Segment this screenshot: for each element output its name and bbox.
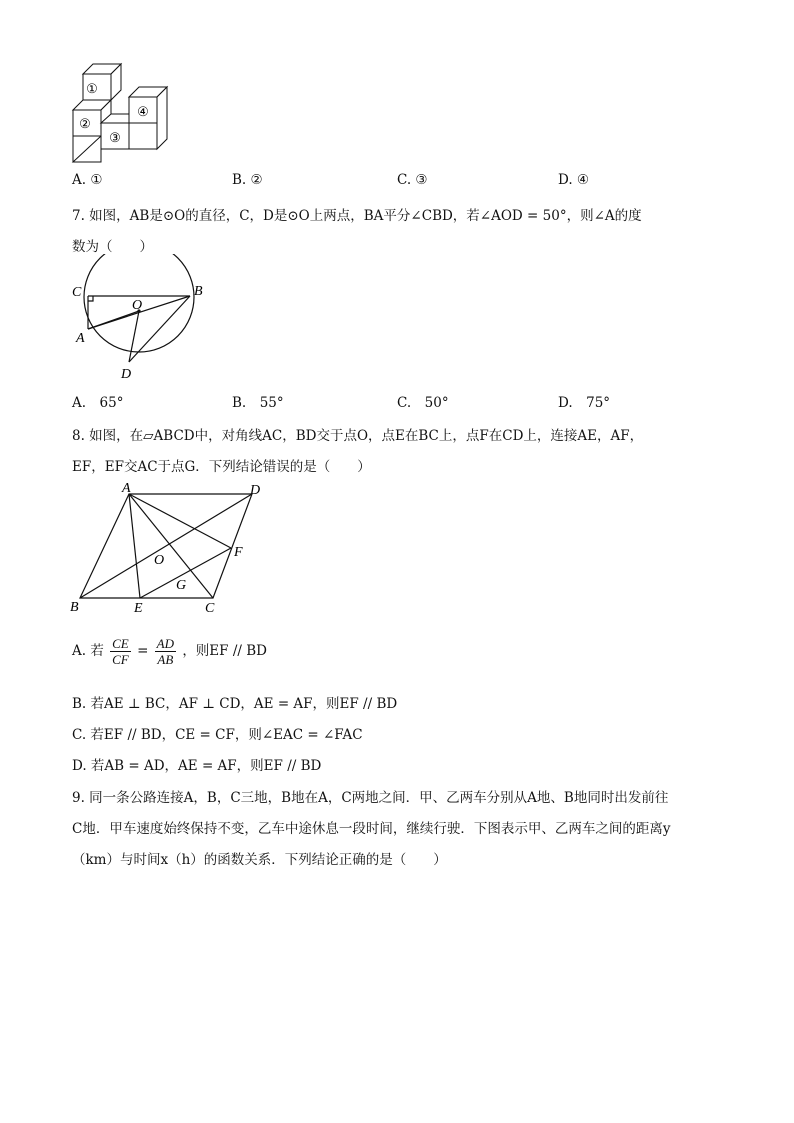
q9-stem-line2: C地．甲车速度始终保持不变，乙车中途休息一段时间，继续行驶．下图表示甲、乙两车之间的距离y [72, 821, 671, 837]
equals-sign: = [137, 643, 149, 659]
label-g: G [176, 578, 187, 593]
label-a: A [122, 481, 131, 496]
label-c: C [205, 601, 215, 616]
q8-option-a-prefix: A. 若 [72, 643, 104, 659]
fraction-numerator: AD [156, 636, 175, 651]
fraction-ce-cf [110, 636, 131, 667]
label-e: E [134, 601, 143, 616]
q6-option-d: D. ④ [558, 172, 590, 188]
label-a: A [76, 331, 85, 346]
q7-option-b: B. 55° [232, 395, 284, 411]
q8-stem-line2: EF，EF交AC于点G．下列结论错误的是（ ） [72, 459, 371, 475]
q9-stem-line1: 9. 同一条公路连接A，B，C三地，B地在A，C两地之间．甲、乙两车分别从A地、B地同时出发前往 [72, 790, 669, 806]
q7-stem-line2: 数为（ ） [72, 239, 153, 255]
fraction-denominator: CF [112, 652, 129, 667]
q8-option-d: D. 若AB = AD，AE = AF，则EF // BD [72, 758, 322, 774]
cube-label-3: ③ [109, 130, 121, 145]
q8-option-a-suffix: ，则EF // BD [182, 643, 267, 659]
q7-stem-line1: 7. 如图，AB是⊙O的直径，C，D是⊙O上两点，BA平分∠CBD，若∠AOD = 50°，则∠A的度 [72, 208, 642, 224]
q6-option-a: A. ① [72, 172, 103, 188]
q8-option-b: B. 若AE ⊥ BC，AF ⊥ CD，AE = AF，则EF // BD [72, 696, 398, 712]
fraction-denominator: AB [157, 652, 174, 667]
label-c: C [72, 285, 82, 300]
label-d: D [121, 367, 132, 382]
label-d: D [250, 483, 261, 498]
label-o: O [132, 298, 143, 313]
label-o: O [154, 553, 165, 568]
q9-stem-line3: （km）与时间x（h）的函数关系．下列结论正确的是（ ） [72, 852, 447, 868]
label-b: B [194, 284, 203, 299]
q7-option-d: D. 75° [558, 395, 611, 411]
cube-figure [66, 58, 176, 168]
fraction-ad-ab [155, 636, 176, 667]
fraction-numerator: CE [112, 636, 129, 651]
circle-figure [66, 254, 236, 384]
q6-option-c: C. ③ [397, 172, 428, 188]
cube-label-4: ④ [137, 104, 149, 119]
cube-label-1: ① [86, 81, 98, 96]
q8-option-c: C. 若EF // BD，CE = CF，则∠EAC = ∠FAC [72, 727, 363, 743]
parallelogram-figure [66, 478, 276, 618]
q7-option-a: A. 65° [72, 395, 124, 411]
label-f: F [234, 545, 243, 560]
q8-option-a [72, 636, 267, 667]
q7-option-c: C. 50° [397, 395, 449, 411]
label-b: B [70, 600, 79, 615]
cube-label-2: ② [79, 116, 91, 131]
q6-option-b: B. ② [232, 172, 263, 188]
q8-stem-line1: 8. 如图，在▱ABCD中，对角线AC，BD交于点O，点E在BC上，点F在CD上，连接AE，AF， [72, 428, 644, 444]
